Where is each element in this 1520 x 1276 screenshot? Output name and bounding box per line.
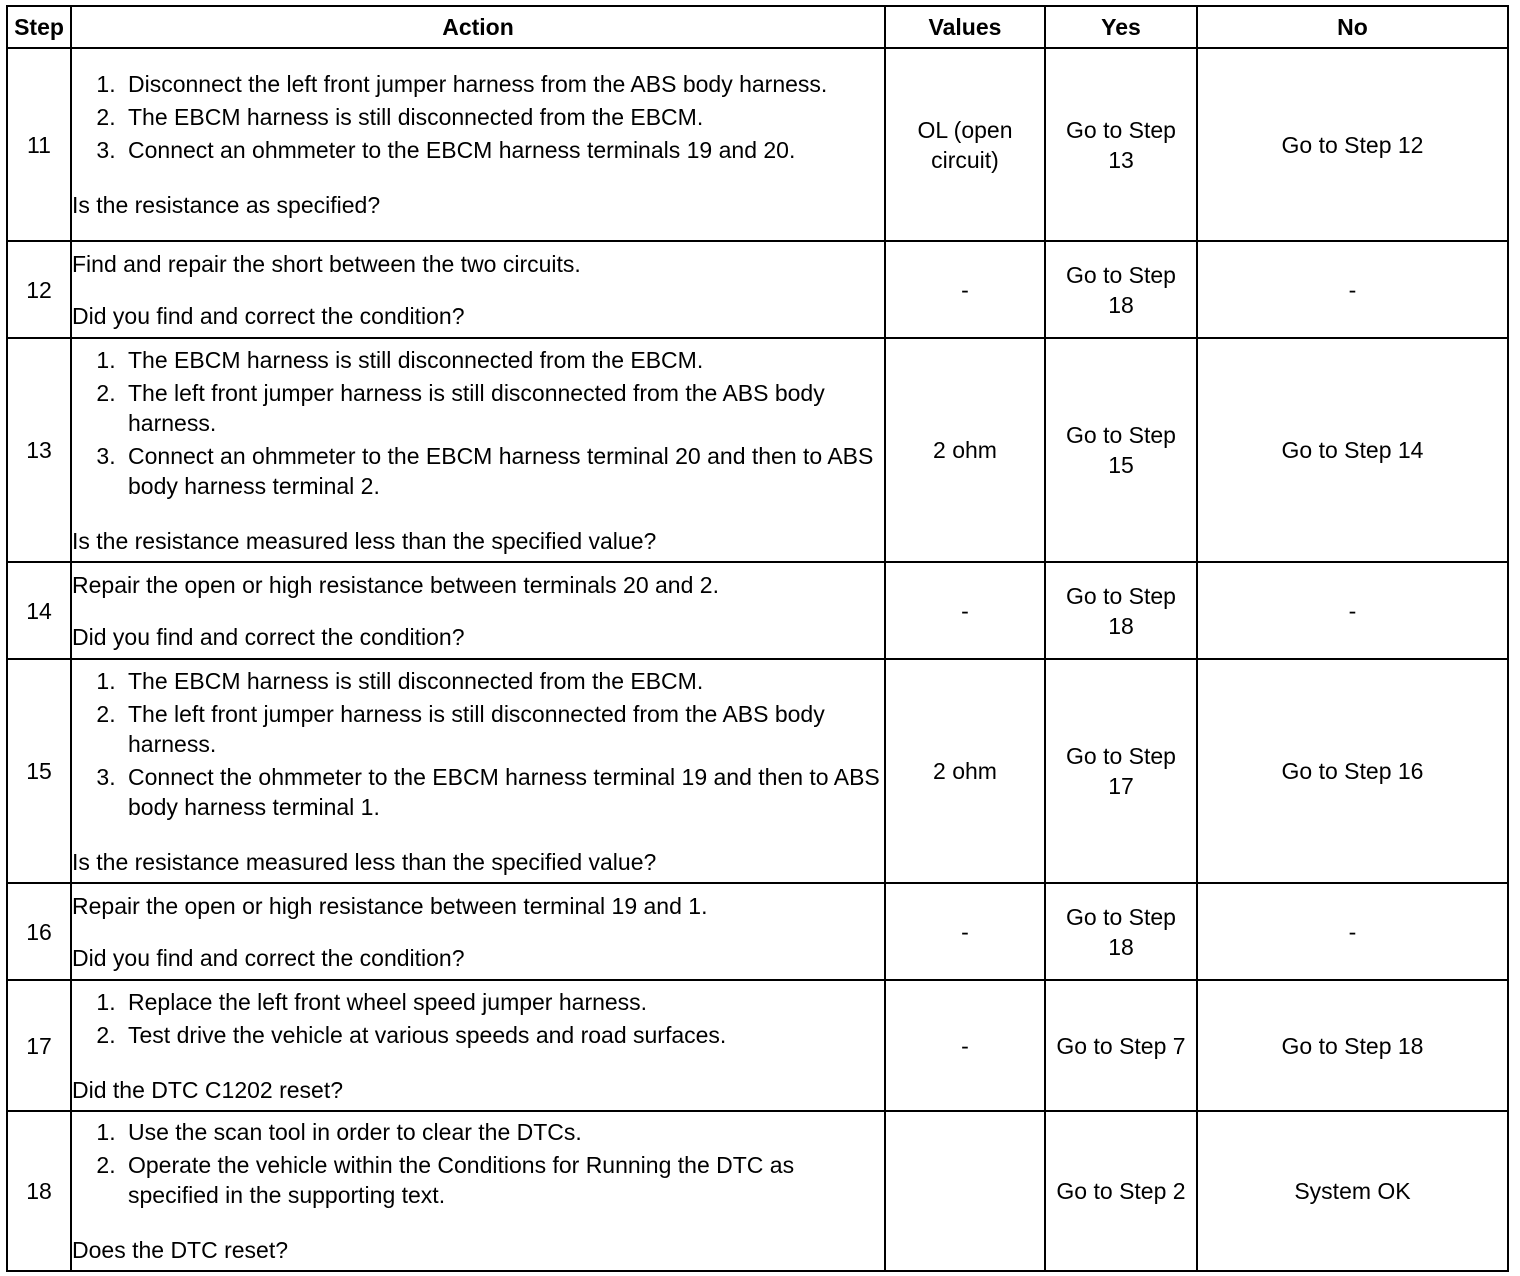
table-row [7,338,1508,562]
action-step: 2. Test drive the vehicle at various speeds and road surfaces. [122,1020,884,1050]
action-step: 1. Disconnect the left front jumper harness from the ABS body harness. [122,69,884,99]
table-row [7,48,1508,241]
action-steps [72,987,884,1050]
action-text: Find and repair the short between the two circuits. [72,250,581,277]
table-row [7,1111,1508,1271]
action-question: Does the DTC reset? [72,1237,289,1263]
action-step: 2. The left front jumper harness is still disconnected from the ABS body harness. [122,378,884,438]
yes-cell [1045,48,1197,241]
no-cell: Go to Step 14 [1197,338,1508,562]
no-cell: - [1197,883,1508,980]
yes-cell [1045,338,1197,562]
step-number: 18 [7,1111,71,1271]
action-step: 3. Connect the ohmmeter to the EBCM harness terminal 19 and then to ABS body harness terminal 1. [122,762,884,822]
table-row [7,659,1508,883]
action-step: 1. Replace the left front wheel speed jumper harness. [122,987,884,1017]
header-row [7,6,1508,48]
table-row [7,980,1508,1111]
no-cell: Go to Step 18 [1197,980,1508,1111]
action-steps [72,69,884,165]
action-question: Did the DTC C1202 reset? [72,1076,344,1103]
table-row [7,241,1508,338]
action-steps [72,666,884,822]
action-cell [71,562,885,659]
value-cell [885,1111,1045,1271]
yes-cell [1045,562,1197,659]
diagnostic-table [6,5,1509,1272]
action-step: 2. Operate the vehicle within the Conditions for Running the DTC as specified in the supporting text. [122,1150,884,1210]
step-number: 13 [7,338,71,562]
action-cell [71,980,885,1111]
action-cell [71,241,885,338]
yes-cell [1045,241,1197,338]
value-cell: 2 ohm [885,659,1045,883]
yes-text: Go to Step 17 [1066,743,1176,799]
value-cell: - [885,241,1045,338]
yes-cell [1045,659,1197,883]
step-number: 16 [7,883,71,980]
value-cell: - [885,883,1045,980]
action-step: 1. The EBCM harness is still disconnected from the EBCM. [122,666,884,696]
header-yes: Yes [1045,6,1197,48]
step-number: 12 [7,241,71,338]
action-text: Repair the open or high resistance between terminal 19 and 1. [72,892,708,919]
step-number: 15 [7,659,71,883]
action-question: Is the resistance measured less than the specified value? [72,527,657,554]
value-cell: - [885,562,1045,659]
header-values: Values [885,6,1045,48]
action-question: Is the resistance measured less than the specified value? [72,848,657,875]
step-number: 11 [7,48,71,241]
action-cell [71,659,885,883]
yes-text: Go to Step 18 [1066,582,1176,639]
value-cell: - [885,980,1045,1111]
no-cell: Go to Step 16 [1197,659,1508,883]
no-cell: - [1197,562,1508,659]
yes-cell [1045,883,1197,980]
header-action: Action [71,6,885,48]
yes-text: Go to Step 18 [1066,261,1176,318]
action-cell [71,338,885,562]
action-step: 3. Connect an ohmmeter to the EBCM harness terminals 19 and 20. [122,135,884,165]
step-number: 17 [7,980,71,1111]
action-steps [72,345,884,501]
header-no: No [1197,6,1508,48]
yes-text: Go to Step 13 [1066,116,1176,173]
action-question: Did you find and correct the condition? [72,623,465,650]
header-step: Step [7,6,71,48]
yes-text: Go to Step 18 [1066,903,1176,960]
step-number: 14 [7,562,71,659]
action-question: Did you find and correct the condition? [72,302,465,329]
action-step: 1. The EBCM harness is still disconnected from the EBCM. [122,345,884,375]
value-text: OL (open circuit) [917,116,1013,173]
action-question: Is the resistance as specified? [72,192,381,218]
yes-text: Go to Step 15 [1066,422,1176,478]
action-cell [71,48,885,241]
yes-cell: Go to Step 7 [1045,980,1197,1111]
no-cell: System OK [1197,1111,1508,1271]
action-steps [72,1117,884,1210]
table-row [7,883,1508,980]
value-cell [885,48,1045,241]
action-cell [71,883,885,980]
action-step: 1. Use the scan tool in order to clear the DTCs. [122,1117,884,1147]
no-cell: - [1197,241,1508,338]
action-cell [71,1111,885,1271]
yes-cell: Go to Step 2 [1045,1111,1197,1271]
value-cell: 2 ohm [885,338,1045,562]
action-question: Did you find and correct the condition? [72,944,465,971]
table-row [7,562,1508,659]
action-text: Repair the open or high resistance between terminals 20 and 2. [72,571,719,598]
action-step: 3. Connect an ohmmeter to the EBCM harness terminal 20 and then to ABS body harness terminal 2. [122,441,884,501]
no-cell: Go to Step 12 [1197,48,1508,241]
action-step: 2. The left front jumper harness is still disconnected from the ABS body harness. [122,699,884,759]
action-step: 2. The EBCM harness is still disconnected from the EBCM. [122,102,884,132]
